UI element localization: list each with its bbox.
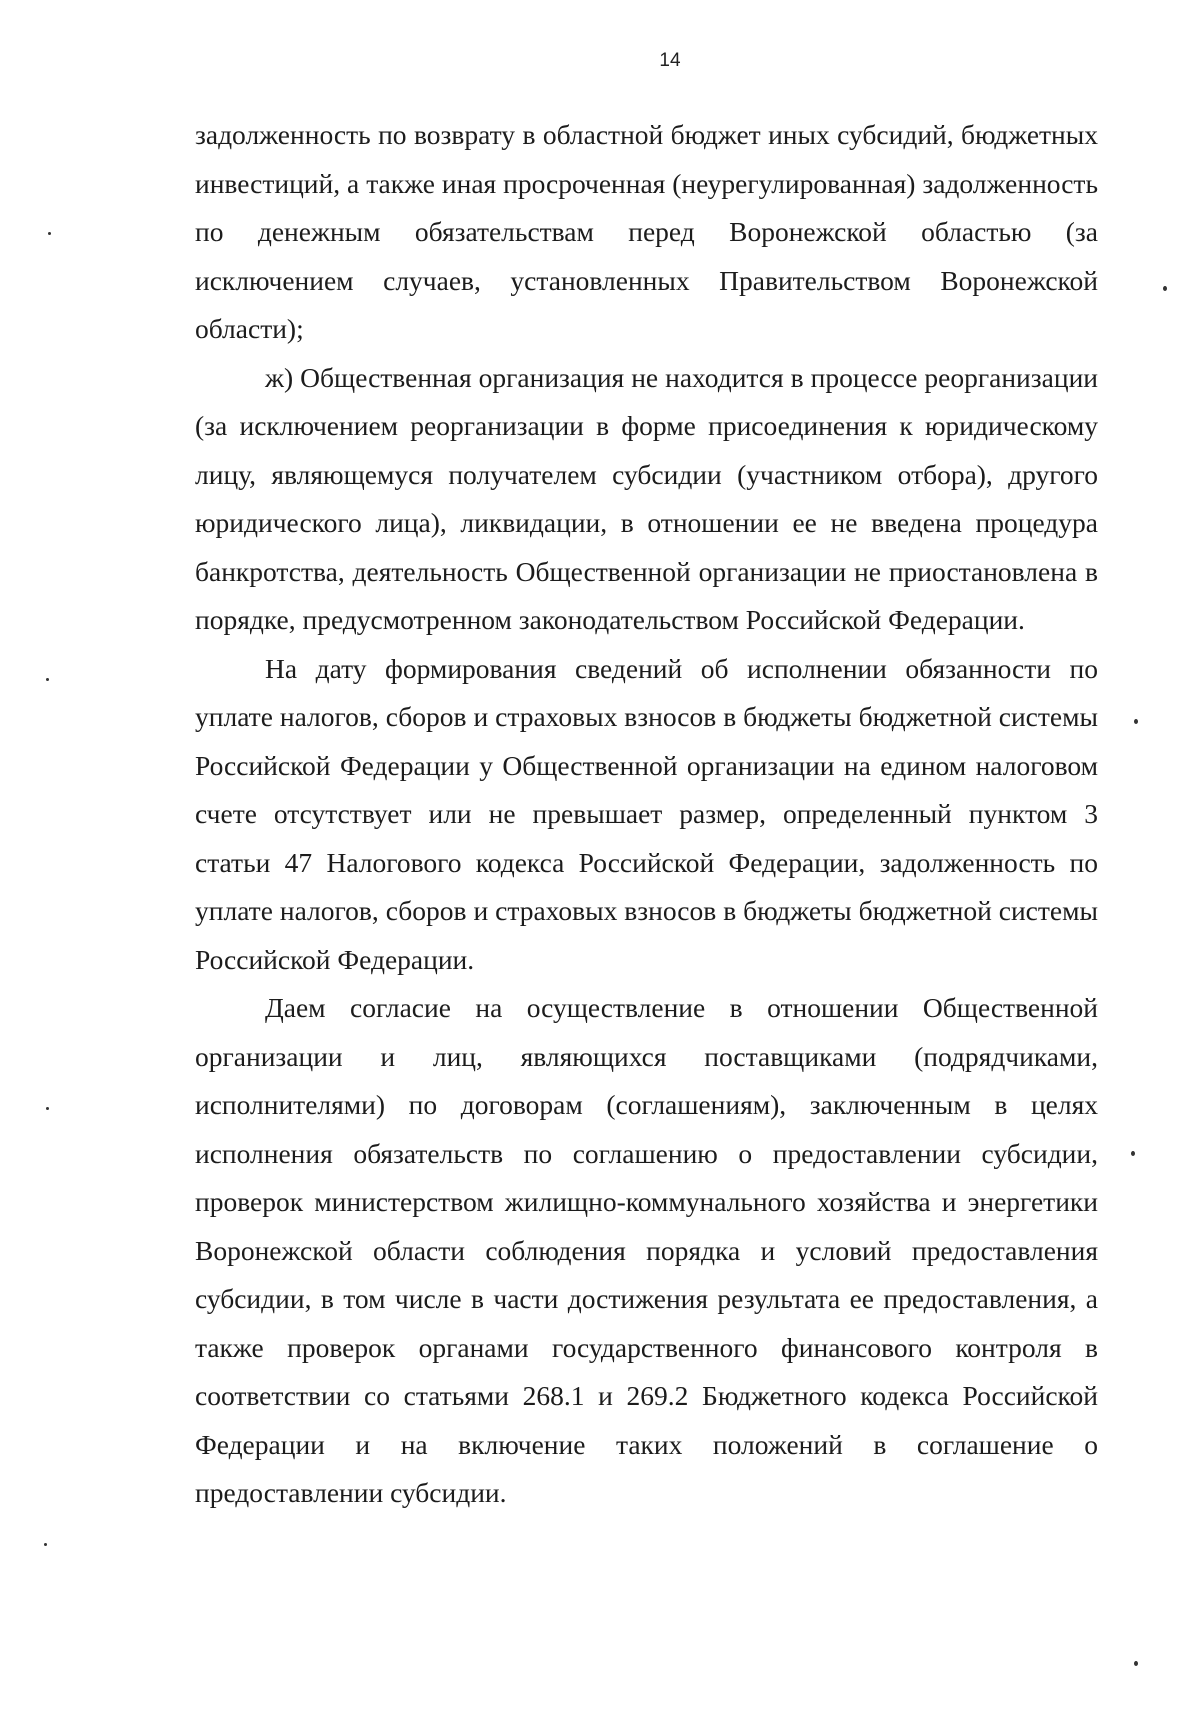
document-body <box>195 111 1098 1518</box>
scan-speck <box>44 1543 47 1546</box>
paragraph-debt: задолженность по возврату в областной бюджет иных субсидий, бюджетных инвестиций, а также иная просроченная (неурегулированная) задолженность по денежным обязательствам перед Воронежской областью (за исключением случаев, установленных Правительством Воронежской области); <box>195 119 1098 344</box>
paragraph-tax-debt: На дату формирования сведений об исполнении обязанности по уплате налогов, сборов и страховых взносов в бюджеты бюджетной системы Российской Федерации у Общественной организации на едином налоговом счете отсутствует или не превышает размер, определенный пунктом 3 статьи 47 Налогового кодекса Российской Федерации, задолженность по уплате налогов, сборов и страховых взносов в бюджеты бюджетной системы Российской Федерации. <box>195 652 1098 975</box>
scan-speck <box>1134 1661 1138 1666</box>
scan-speck <box>46 678 49 681</box>
scan-speck <box>1131 1151 1135 1156</box>
paragraph-reorganization: ж) Общественная организация не находится в процессе реорганизации (за исключением реорганизации в форме присоединения к юридическому лицу, являющемуся получателем субсидии (участником отбора), другого юридического лица), ликвидации, в отношении ее не введена процедура банкротства, деятельность Общественной организации не приостановлена в порядке, предусмотренном законодательством Российской Федерации. <box>195 361 1098 635</box>
scan-speck <box>1163 286 1167 291</box>
scan-speck <box>46 1107 49 1110</box>
paragraph-consent: Даем согласие на осуществление в отношении Общественной организации и лиц, являющихся поставщиками (подрядчиками, исполнителями) по договорам (соглашениям), заключенным в целях исполнения обязательств по соглашению о предоставлении субсидии, проверок министерством жилищно-коммунального хозяйства и энергетики Воронежской области соблюдения порядка и условий предоставления субсидии, в том числе в части достижения результата ее предоставления, а также проверок органами государственного финансового контроля в соответствии со статьями 268.1 и 269.2 Бюджетного кодекса Российской Федерации и на включение таких положений в соглашение о предоставлении субсидии. <box>195 992 1098 1508</box>
page-number: 14 <box>659 50 681 71</box>
scan-speck <box>48 232 51 235</box>
scan-speck <box>1134 719 1138 724</box>
